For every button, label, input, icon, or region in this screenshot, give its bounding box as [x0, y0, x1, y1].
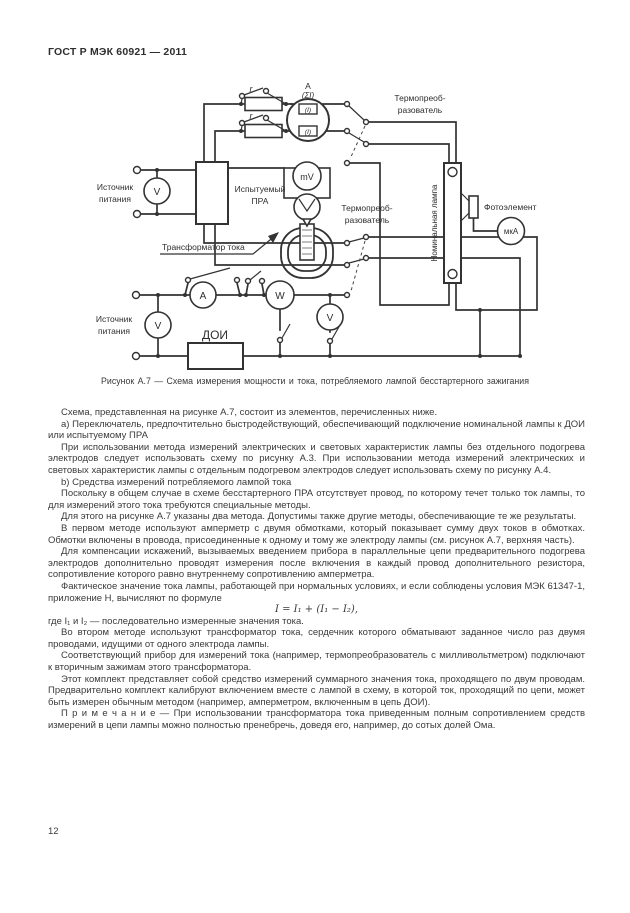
coil-label-top: (I) [304, 107, 312, 114]
paragraph: b) Средства измерений потребляемого лампой тока [61, 476, 292, 488]
selector-switch-bottom [345, 235, 369, 298]
formula: I = I₁ + (I₁ − I₂), [274, 604, 359, 616]
paragraph: Для компенсации искажений, вызываемых введением прибора в параллельные цепи предварительного подогрева электродов дополнительно проводят измерения после включения в каждый провод дополнительного резистора, сопротивление которого равно внутреннему сопротивлению амперметра. [48, 546, 585, 581]
microammeter-label: мкА [503, 227, 519, 236]
r-switch-label-2: r [249, 111, 253, 121]
standard-number-header: ГОСТ Р МЭК 60921 — 2011 [48, 46, 188, 58]
paragraph: Схема, представленная на рисунке А.7, состоит из элементов, перечисленных ниже. [61, 407, 438, 418]
bottom-source-label-1: Источник [95, 314, 133, 324]
paragraph: В первом методе используют амперметр с двумя обмотками, который показывает сумму двух токов в обмотках. Обмотки включены в провода, присоединенные к одному и тому же электроду лампы (см. рисунок А.7, верхняя часть). [48, 522, 585, 546]
paragraph: Фактическое значение тока лампы, работающей при нормальных условиях, и если соблюдены условия МЭК 61347-1, приложение Н, вычисляют по формуле [48, 580, 585, 604]
photocell [461, 193, 478, 221]
thermo-top-label-1: Термопреоб- [394, 93, 446, 103]
paragraph: Для этого на рисунке А.7 указаны два метода. Допустимы также другие методы, обеспечивающие те же результаты. [61, 511, 577, 523]
figure-caption: Рисунок А.7 — Схема измерения мощности и тока, потребляемого лампой бесстартерного зажигания [101, 376, 529, 386]
paragraph: а) Переключатель, предпочтительно быстродействующий, обеспечивающий подключение номинальной лампы к ДОИ или испытуемому ПРА [48, 418, 585, 442]
doi-label: ДОИ [201, 328, 229, 342]
note-paragraph: П р и м е ч а н и е — При использовании трансформатора тока приведенным полным сопротивлением средств измерений в цепи лампы можно полностью пренебречь, доведя его, например, до сотых долей Ома. [48, 708, 585, 732]
top-source-label-2: питания [99, 194, 131, 204]
paragraph: Этот комплект представляет собой средство измерений суммарного значения тока, проходящего по двум проводам. Предварительно комплект калибруют включением вместе с лампой в схему, в которой ток, проходящий по цепи, может быть измерен обычным методом (например, амперметром, включенным в цепь ДОИ). [48, 673, 585, 708]
page-number: 12 [48, 826, 59, 837]
photocell-label: Фотоэлемент [484, 202, 537, 212]
bottom-voltmeter-label: V [154, 321, 162, 332]
r-switch-label-1: r [249, 84, 253, 94]
sum-ammeter-sub: (ΣI) [301, 91, 315, 100]
formula-where-clause: где I₁ и I₂ — последовательно измеренные значения тока. [48, 615, 304, 627]
paragraph: Соответствующий прибор для измерений тока (например, термопреобразователь с милливольтметром) подключают к вторичным зажимам этого трансформатора. [48, 650, 585, 674]
resistor-branches [240, 88, 287, 138]
thermo-mid-label-1: Термопреоб- [341, 203, 393, 213]
right-voltmeter-label: V [326, 313, 334, 324]
ballast-label-2: ПРА [251, 196, 269, 206]
paragraph: Поскольку в общем случае в схеме бесстартерного ПРА отсутствует провод, по которому течет только ток лампы, то для измерений этого тока требуются специальные методы. [48, 488, 585, 511]
ballast-label-1: Испытуемый [234, 184, 286, 194]
wattmeter-label: W [275, 291, 285, 302]
coil-label-bottom: (I) [304, 129, 312, 136]
top-voltmeter [134, 167, 171, 218]
circuit-diagram [0, 0, 630, 400]
paragraph: При использовании метода измерений электрических и световых характеристик лампы без отдельного подогрева электродов следует использовать схему по рисунку А.3. При использовании метода измерений электрических и световых характеристик лампы с отдельным подогревом электродов следует использовать схему по рисунку А.4. [48, 441, 585, 476]
thermo-top-label-2: разователь [397, 105, 443, 115]
selector-switch-top [345, 102, 369, 166]
thermo-mid-label-2: разователь [344, 215, 390, 225]
body-text [48, 407, 585, 732]
top-voltmeter-label: V [153, 187, 161, 198]
bottom-ammeter-label: A [199, 291, 207, 302]
transformer-label: Трансформатор тока [162, 242, 245, 252]
bottom-source-label-2: питания [98, 326, 130, 336]
lamp [444, 163, 461, 283]
sum-ammeter-letter: А [305, 81, 311, 91]
top-source-label-1: Источник [96, 182, 134, 192]
millivoltmeter-label: mV [300, 172, 314, 182]
paragraph: Во втором методе используют трансформатор тока, сердечник которого обматывают заданное число раз двумя проводами, идущими от одного электрода лампы. [48, 627, 585, 650]
lamp-label: Номинальная лампа [430, 184, 439, 262]
test-ballast-box [196, 162, 228, 224]
